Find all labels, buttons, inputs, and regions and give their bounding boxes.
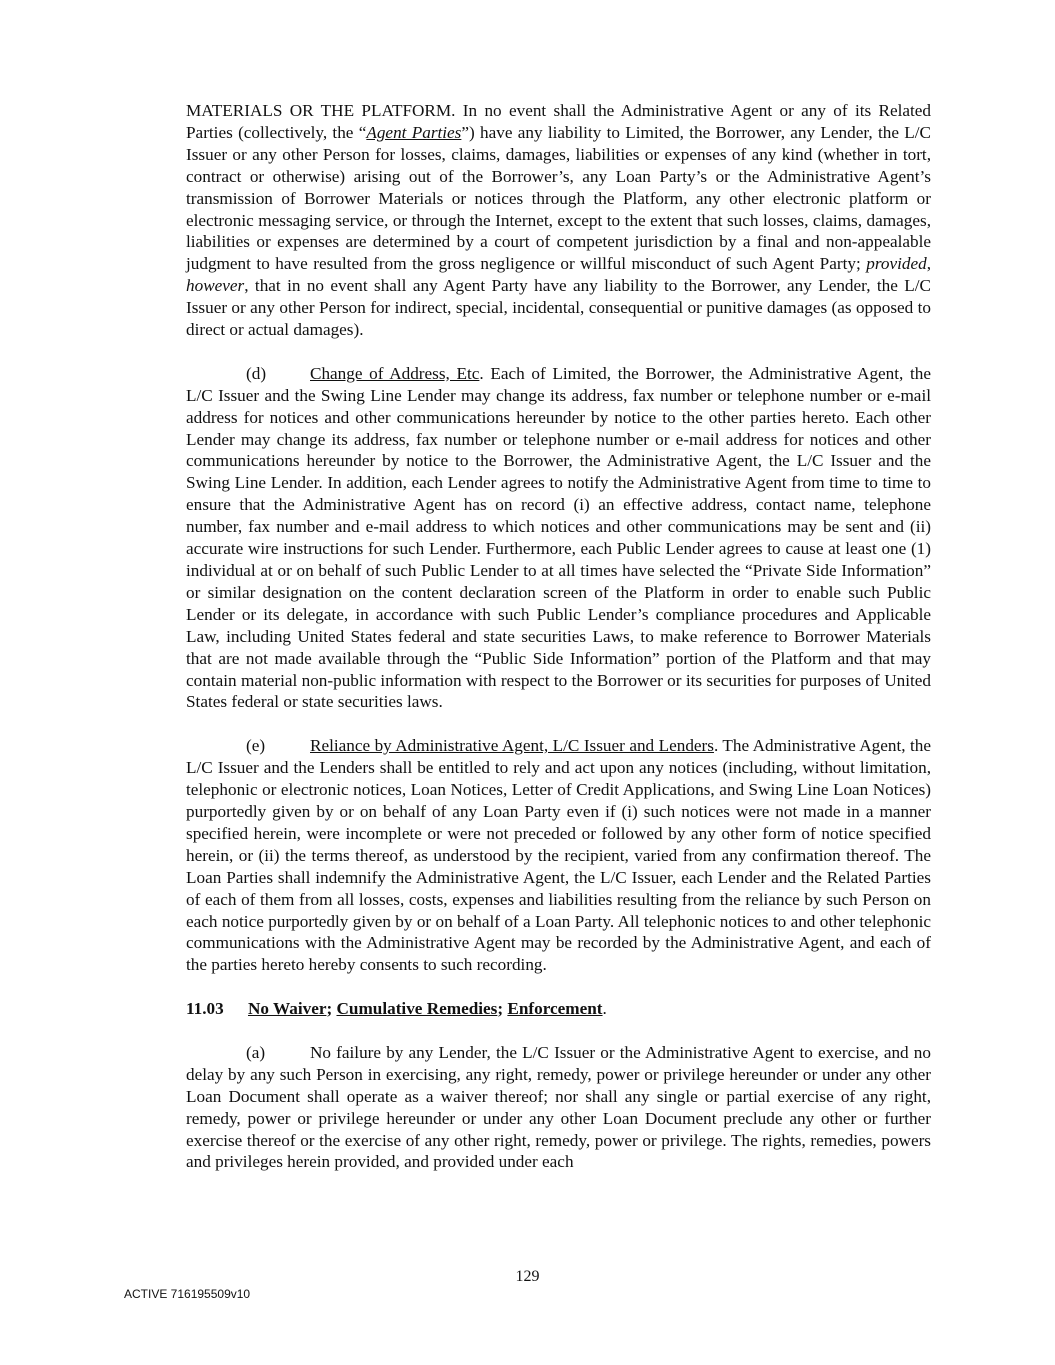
clause-indent (186, 1042, 310, 1064)
paragraph-text: ”) have any liability to Limited, the Borrower, any Lender, the L/C Issuer or any other Person for losses, claims, damages, liabilities or expenses of any kind (whether in tort, contract or otherwise) arising out of the Borrower’s, any Loan Party’s or the Administrative Agent’s transmission of Borrower Materials or notices through the Platform, any other electronic platform or electronic messaging service, or through the Internet, except to the extent that such losses, claims, damages, liabilities or expenses are determined by a court of competent jurisdiction by a final and non-appealable judgment to have resulted from the gross negligence or willful misconduct of such Agent Party; (186, 122, 931, 274)
paragraph-text: No failure by any Lender, the L/C Issuer or the Administrative Agent to exercise, and no delay by any such Person in exercising, any right, remedy, power or privilege hereunder or under any other Loan Document shall operate as a waiver thereof; nor shall any single or partial exercise of any right, remedy, power or privilege hereunder or under any other Loan Document preclude any other or further exercise thereof or the exercise of any other right, remedy, power or privilege. The rights, remedies, powers and privileges herein provided, and provided under each (186, 1042, 931, 1172)
clause-label-d: (d) (246, 363, 267, 383)
clause-indent (186, 363, 310, 385)
italic-term-provided: provided (866, 254, 927, 274)
section-heading-11-03 (186, 998, 931, 1020)
paragraph-text: MATERIALS OR THE PLATFORM. In no event shall the Administrative Agent or any of its Related Parties (collectively, the “ (186, 101, 931, 142)
section-separator: ; (497, 999, 508, 1019)
italic-term-however: however (186, 276, 245, 296)
paragraph-agent-parties (186, 100, 931, 341)
paragraph-change-of-address (186, 363, 931, 714)
paragraph-text: . Each of Limited, the Borrower, the Administrative Agent, the L/C Issuer and the Swing Line Lender may change its address, fax number or telephone number or e-mail address for notices and other communications hereunder by notice to the other parties hereto. Each other Lender may change its address, fax number or telephone number or e-mail address for notices and other communications hereunder by notice to the Borrower, the Administrative Agent, the L/C Issuer and the Swing Line Lender. In addition, each Lender agrees to notify the Administrative Agent from time to time to ensure that the Administrative Agent has on record (i) an effective address, contact name, telephone number, fax number and e-mail address to which notices and other communications may be sent and (ii) accurate wire instructions for such Lender. Furthermore, each Public Lender agrees to cause at least one (1) individual at or on behalf of such Public Lender to at all times have selected the “Private Side Information” or similar designation on the content declaration screen of the Platform in order to enable such Public Lender or its delegate, in accordance with such Public Lender’s compliance procedures and Applicable Law, including United States federal and state securities Laws, to make reference to Borrower Materials that are not made available through the “Public Side Information” portion of the Platform and that may contain material non-public information with respect to the Borrower or its securities for purposes of United States federal or state securities laws. (186, 363, 931, 712)
defined-term-agent-parties: Agent Parties (366, 122, 462, 142)
section-number: 11.03 (186, 999, 224, 1019)
paragraph-reliance (186, 735, 931, 976)
clause-label-a: (a) (246, 1042, 266, 1062)
paragraph-no-failure (186, 1042, 931, 1173)
section-separator: ; (326, 999, 337, 1019)
page-number: 129 (515, 1268, 540, 1285)
section-period: . (602, 999, 607, 1019)
paragraph-text: , that in no event shall any Agent Party have any liability to the Borrower, any Lender, the L/C Issuer or any other Person for indirect, special, incidental, consequential or punitive damages (as opposed to direct or actual damages). (186, 276, 931, 340)
paragraph-text: . The Administrative Agent, the L/C Issuer and the Lenders shall be entitled to rely and act upon any notices (including, without limitation, telephonic or electronic notices, Loan Notices, Letter of Credit Applications, and Swing Line Loan Notices) purportedly given by or on behalf of any Loan Party even if (i) such notices were not made in a manner specified herein, were incomplete or were not preceded or followed by any other form of notice specified herein, or (ii) the terms thereof, as understood by the recipient, varied from any confirmation thereof. The Loan Parties shall indemnify the Administrative Agent, the L/C Issuer, each Lender and the Related Parties of each of them from all losses, costs, expenses and liabilities resulting from the reliance by such Person on each notice purportedly given by or on behalf of a Loan Party. All telephonic notices to and other telephonic communications with the Administrative Agent may be recorded by the Administrative Agent, and each of the parties hereto hereby consents to such recording. (186, 736, 932, 975)
clause-indent (186, 735, 310, 757)
clause-heading-reliance: Reliance by Administrative Agent, L/C Issuer and Lenders (310, 736, 714, 756)
clause-label-e: (e) (246, 736, 266, 756)
section-title-no-waiver: No Waiver (248, 999, 327, 1019)
section-title-enforcement: Enforcement (507, 999, 603, 1019)
document-body (186, 100, 931, 1195)
section-title-cumulative-remedies: Cumulative Remedies (336, 999, 498, 1019)
clause-heading-change-of-address: Change of Address, Etc (310, 363, 480, 383)
paragraph-text: , (926, 254, 931, 274)
document-footer-id: ACTIVE 716195509v10 (124, 1287, 251, 1301)
